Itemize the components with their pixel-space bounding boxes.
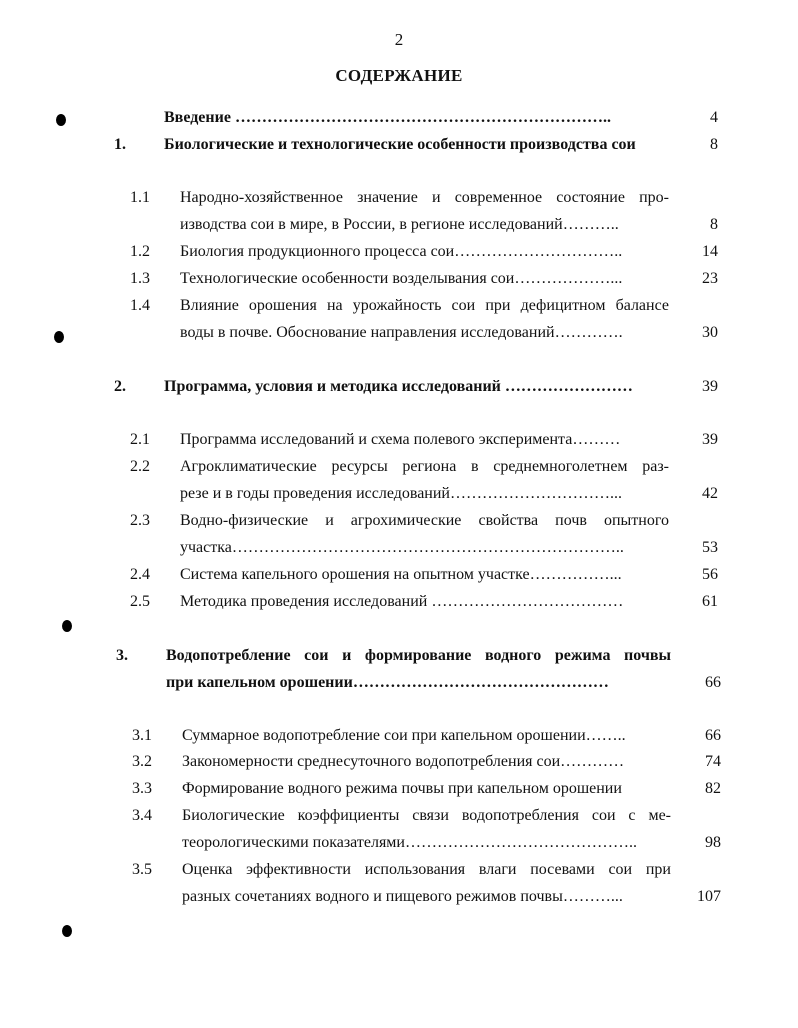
toc-title: Методика проведения исследований ……………………………… [180,593,624,610]
toc-page: 74 [705,753,721,770]
toc-title-line1: Водопотребление сои и формирование водного режима почвы [166,647,671,664]
binder-hole-2 [54,331,64,343]
toc-title: Суммарное водопотребление сои при капельном орошении…….. [182,727,626,744]
toc-title: Программа исследований и схема полевого эксперимента……… [180,431,621,448]
toc-title-line2: теорологическими показателями…………………………………….. [182,834,637,851]
toc-title: Формирование водного режима почвы при капельном орошении [182,780,622,797]
toc-page: 98 [705,834,721,851]
toc-number: 2.4 [130,566,150,583]
toc-page: 23 [702,270,718,287]
toc-number: 2.3 [130,512,150,529]
toc-title-line2: разных сочетаниях водного и пищевого режимов почвы………... [182,888,623,905]
toc-page: 39 [702,378,718,395]
toc-page: 4 [710,109,718,126]
toc-number: 1.3 [130,270,150,287]
page-title: СОДЕРЖАНИЕ [335,66,463,85]
toc-title: Система капельного орошения на опытном участке……………... [180,566,622,583]
page-number: 2 [394,30,404,49]
toc-number: 1.2 [130,243,150,260]
toc-number: 2. [114,378,126,395]
toc-number: 1. [114,136,126,153]
toc-page: 39 [702,431,718,448]
binder-hole-1 [56,114,66,126]
toc-number: 2.1 [130,431,150,448]
toc-page: 53 [702,539,718,556]
toc-page: 8 [710,136,718,153]
toc-number: 3. [116,647,128,664]
toc-title-line2: участка……………………………………………………………….. [180,539,624,556]
toc-title: Программа, условия и методика исследований …………………… [164,378,633,395]
toc-page: 66 [705,674,721,691]
toc-title-line2: резе и в годы проведения исследований…………………………... [180,485,622,502]
toc-page: 30 [702,324,718,341]
toc-title: Технологические особенности возделывания сои………………... [180,270,623,287]
toc-title-line1: Народно-хозяйственное значение и современное состояние про- [180,189,669,206]
toc-page: 14 [702,243,718,260]
toc-number: 3.1 [132,727,152,744]
toc-title-line1: Агроклиматические ресурсы региона в среднемноголетнем раз- [180,458,669,475]
toc-page: 107 [697,888,721,905]
toc-page: 42 [702,485,718,502]
toc-page: 56 [702,566,718,583]
toc-title-line2: при капельном орошении………………………………………… [166,674,609,691]
toc-number: 3.5 [132,861,152,878]
toc-number: 2.5 [130,593,150,610]
toc-title-line2: изводства сои в мире, в России, в регионе исследований……….. [180,216,619,233]
toc-title-line2: воды в почве. Обоснование направления исследований…………. [180,324,623,341]
toc-page: 61 [702,593,718,610]
binder-hole-4 [62,925,72,937]
toc-page: 8 [710,216,718,233]
toc-number: 3.3 [132,780,152,797]
toc-title: Введение …………………………………………………………….. [164,109,611,126]
toc-title-line1: Водно-физические и агрохимические свойства почв опытного [180,512,669,529]
toc-title-line1: Оценка эффективности использования влаги посевами сои при [182,861,671,878]
toc-page: 66 [705,727,721,744]
toc-number: 3.4 [132,807,152,824]
toc-title: Биологические и технологические особенности производства сои [164,136,636,153]
toc-number: 1.1 [130,189,150,206]
toc-title-line1: Биологические коэффициенты связи водопотребления сои с ме- [182,807,671,824]
toc-number: 2.2 [130,458,150,475]
toc-title: Биология продукционного процесса сои………………………….. [180,243,623,260]
toc-title: Закономерности среднесуточного водопотребления сои………… [182,753,625,770]
toc-page: 82 [705,780,721,797]
binder-hole-3 [62,620,72,632]
toc-title-line1: Влияние орошения на урожайность сои при дефицитном балансе [180,297,669,314]
toc-number: 3.2 [132,753,152,770]
toc-number: 1.4 [130,297,150,314]
